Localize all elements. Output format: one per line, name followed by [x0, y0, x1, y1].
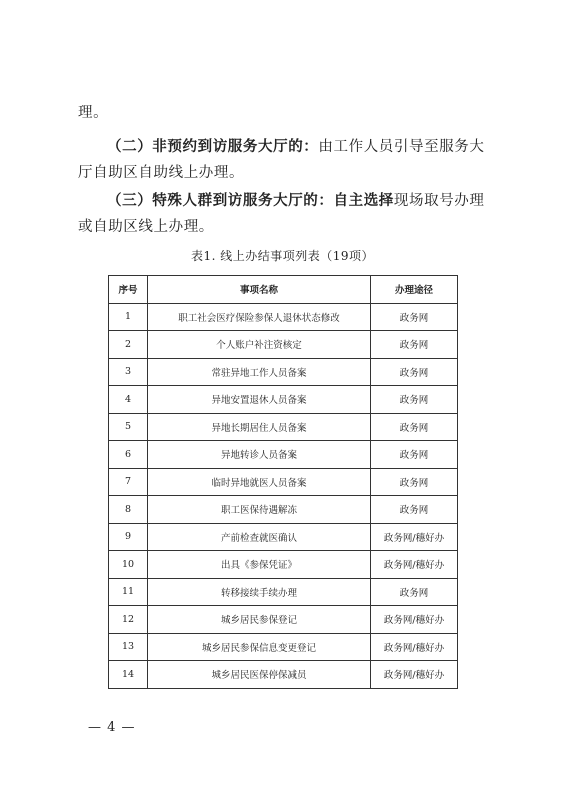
- row-number: 13: [109, 633, 148, 661]
- row-item-name: 职工社会医疗保险参保人退休状态修改: [148, 303, 371, 331]
- row-item-name: 职工医保待遇解冻: [148, 496, 371, 524]
- table-header-row: [109, 276, 458, 304]
- table-row: [109, 551, 458, 579]
- paragraph-heading-2: （二）非预约到访服务大厅的：: [107, 139, 319, 155]
- table-row: [109, 523, 458, 551]
- table-row: [109, 331, 458, 359]
- paragraph-body-3: 现场取号办理或自助区线上办理。: [78, 193, 485, 235]
- row-number: 7: [109, 468, 148, 496]
- row-number: 9: [109, 523, 148, 551]
- row-item-name: 城乡居民参保登记: [148, 606, 371, 634]
- row-item-name: 异地转诊人员备案: [148, 441, 371, 469]
- header-route: 办理途径: [371, 276, 458, 304]
- table-caption: 表1. 线上办结事项列表（19项）: [190, 249, 375, 263]
- row-item-name: 异地长期居住人员备案: [148, 413, 371, 441]
- row-number: 10: [109, 551, 148, 579]
- row-number: 3: [109, 358, 148, 386]
- table-row: [109, 386, 458, 414]
- row-route: 政务网: [371, 331, 458, 359]
- page-number: — 4 —: [88, 720, 136, 735]
- table-row: [109, 468, 458, 496]
- paragraph-continuation: 理。: [78, 105, 109, 121]
- header-number: 序号: [109, 276, 148, 304]
- paragraph-body-2: 由工作人员引导至服务大厅自助区自助线上办理。: [78, 139, 485, 181]
- row-item-name: 转移接续手续办理: [148, 578, 371, 606]
- row-number: 12: [109, 606, 148, 634]
- row-route: 政务网: [371, 578, 458, 606]
- row-item-name: 常驻异地工作人员备案: [148, 358, 371, 386]
- row-route: 政务网: [371, 468, 458, 496]
- table-row: [109, 358, 458, 386]
- row-route: 政务网: [371, 386, 458, 414]
- table-body: [109, 303, 458, 688]
- paragraph-heading-3: （三）特殊人群到访服务大厅的：自主选择: [107, 193, 394, 209]
- row-item-name: 产前检查就医确认: [148, 523, 371, 551]
- row-number: 11: [109, 578, 148, 606]
- table-row: [109, 413, 458, 441]
- row-route: 政务网: [371, 496, 458, 524]
- row-route: 政务网/穗好办: [371, 633, 458, 661]
- header-item-name: 事项名称: [148, 276, 371, 304]
- paragraph-non-appointment: [78, 134, 498, 186]
- row-number: 2: [109, 331, 148, 359]
- row-number: 6: [109, 441, 148, 469]
- row-item-name: 城乡居民参保信息变更登记: [148, 633, 371, 661]
- table-row: [109, 496, 458, 524]
- table-row: [109, 661, 458, 689]
- row-route: 政务网: [371, 441, 458, 469]
- row-route: 政务网: [371, 358, 458, 386]
- row-number: 5: [109, 413, 148, 441]
- items-table: [108, 275, 458, 689]
- row-route: 政务网/穗好办: [371, 661, 458, 689]
- table-row: [109, 578, 458, 606]
- row-item-name: 临时异地就医人员备案: [148, 468, 371, 496]
- row-route: 政务网/穗好办: [371, 523, 458, 551]
- row-item-name: 异地安置退休人员备案: [148, 386, 371, 414]
- row-item-name: 城乡居民医保停保减员: [148, 661, 371, 689]
- row-route: 政务网/穗好办: [371, 551, 458, 579]
- row-item-name: 出具《参保凭证》: [148, 551, 371, 579]
- row-number: 8: [109, 496, 148, 524]
- table-row: [109, 303, 458, 331]
- row-item-name: 个人账户补注资核定: [148, 331, 371, 359]
- row-number: 1: [109, 303, 148, 331]
- table-row: [109, 606, 458, 634]
- row-route: 政务网: [371, 303, 458, 331]
- row-number: 14: [109, 661, 148, 689]
- table-row: [109, 633, 458, 661]
- row-route: 政务网: [371, 413, 458, 441]
- row-route: 政务网/穗好办: [371, 606, 458, 634]
- table-row: [109, 441, 458, 469]
- paragraph-special-groups: [78, 188, 498, 240]
- row-number: 4: [109, 386, 148, 414]
